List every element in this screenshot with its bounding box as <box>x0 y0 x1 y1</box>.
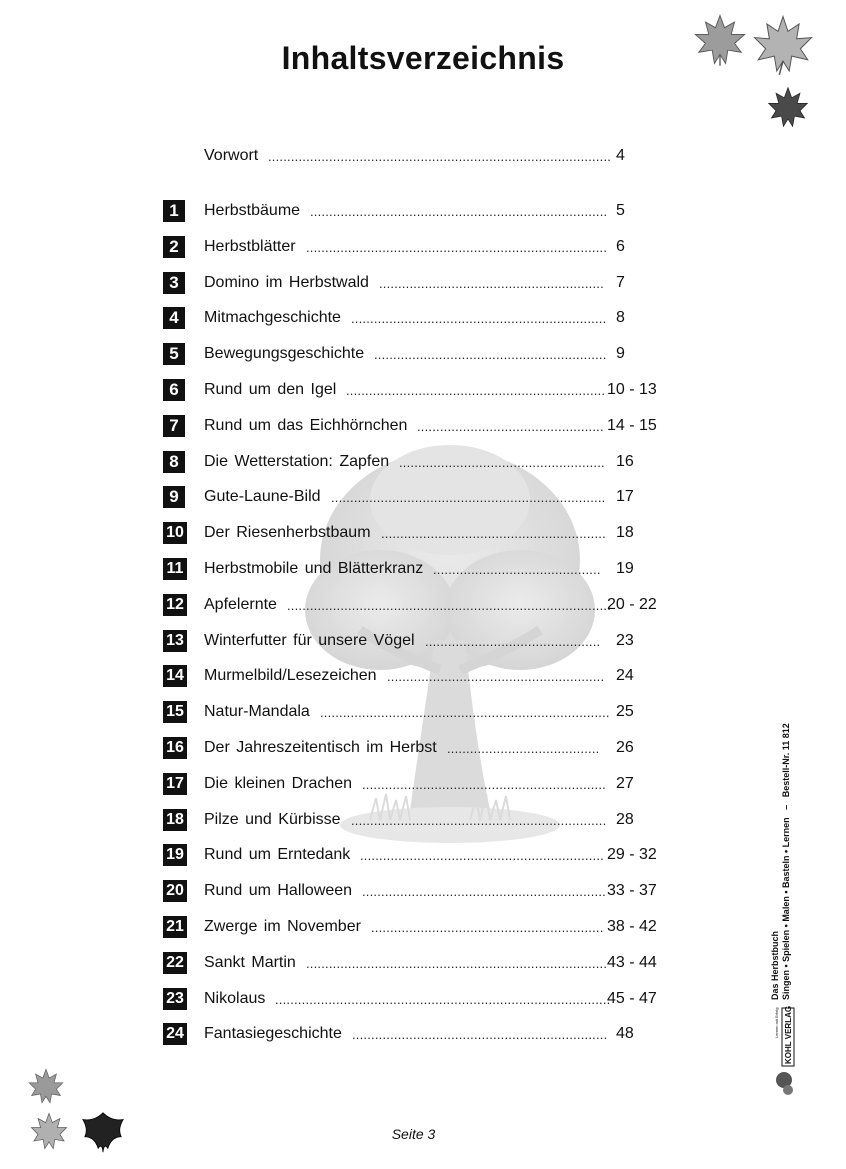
toc-entry <box>163 594 683 616</box>
toc-entry-label: Der Jahreszeitentisch im Herbst <box>204 739 437 756</box>
toc-entry-number: 23 <box>163 988 187 1010</box>
toc-entry-label: Vorwort <box>204 147 259 164</box>
toc-entry-page: 16 <box>616 453 634 470</box>
toc-entry <box>163 809 683 831</box>
toc-leader-dots: .............................................................................. <box>310 204 608 219</box>
toc-entry-number: 18 <box>163 809 187 831</box>
publisher-logo-text: KOHL VERLAG <box>784 1005 793 1064</box>
toc-entry <box>163 343 683 365</box>
toc-entry-number: 20 <box>163 880 187 902</box>
toc-entry-label: Rund um Halloween <box>204 882 353 899</box>
toc-entry <box>163 916 683 938</box>
toc-entry <box>163 880 683 902</box>
toc-entry-label: Mitmachgeschichte <box>204 309 341 326</box>
toc-leader-dots: ................................................................... <box>352 1027 608 1042</box>
toc-entry-number: 16 <box>163 737 187 759</box>
publisher-tagline: Lernen mit Erfolg <box>774 1007 779 1038</box>
toc-leader-dots: ................................................................ <box>362 777 606 792</box>
toc-entry-number: 1 <box>163 200 185 222</box>
toc-entry-page: 26 <box>616 739 634 756</box>
toc-leader-dots: ...................................................... <box>399 455 605 470</box>
toc-leader-dots: ........................................................................................ <box>275 992 611 1007</box>
toc-entry-label: Die kleinen Drachen <box>204 775 353 792</box>
toc-leader-dots: ............................................................................ <box>320 705 610 720</box>
toc-entry-number: 10 <box>163 522 187 544</box>
toc-leader-dots: ................................................................ <box>362 884 606 899</box>
toc-entry-number: 4 <box>163 307 185 329</box>
toc-leader-dots: ........................................................... <box>379 276 604 291</box>
toc-entry-number: 9 <box>163 486 185 508</box>
toc-entry-number: 11 <box>163 558 187 580</box>
toc-entry <box>163 630 683 652</box>
toc-entry-label: Winterfutter für unsere Vögel <box>204 632 415 649</box>
toc-entry-number: 21 <box>163 916 187 938</box>
toc-leader-dots: ..................................................................................... <box>287 598 612 613</box>
toc-entry-label: Herbstmobile und Blätterkranz <box>204 560 424 577</box>
toc-entry-label: Murmelbild/Lesezeichen <box>204 667 377 684</box>
book-subtitle: Singen • Spielen • Malen • Basteln • Lernen <box>781 817 791 1000</box>
toc-entry <box>163 522 683 544</box>
toc-leader-dots: ............................................................. <box>371 920 604 935</box>
toc-entry-label: Pilze und Kürbisse <box>204 811 341 828</box>
toc-entry-number: 22 <box>163 952 187 974</box>
toc-preface <box>163 145 683 167</box>
toc-entry-page: 33 - 37 <box>607 882 657 899</box>
toc-entry <box>163 737 683 759</box>
toc-entry-page: 20 - 22 <box>607 596 657 613</box>
toc-entry-number: 15 <box>163 701 187 723</box>
toc-entry <box>163 272 683 294</box>
toc-entry-number: 3 <box>163 272 185 294</box>
toc-entry-page: 27 <box>616 775 634 792</box>
toc-leader-dots: ................................................................... <box>351 813 607 828</box>
toc-leader-dots: ........................................ <box>447 741 600 756</box>
toc-leader-dots: ................................................................ <box>360 848 604 863</box>
toc-entry <box>163 486 683 508</box>
toc-entry-page: 4 <box>616 147 625 164</box>
toc-entry <box>163 1023 683 1045</box>
publisher-logo <box>774 1005 796 1096</box>
toc-leader-dots: ................................................................... <box>351 311 607 326</box>
toc-leader-dots: .......................................................................................... <box>268 149 612 164</box>
toc-entry-label: Nikolaus <box>204 990 266 1007</box>
toc-entry <box>163 701 683 723</box>
toc-entry-page: 25 <box>616 703 634 720</box>
toc-entry <box>163 236 683 258</box>
separator: – <box>781 804 791 810</box>
toc-entry-number: 17 <box>163 773 187 795</box>
toc-entry-number: 6 <box>163 379 185 401</box>
toc-entry <box>163 773 683 795</box>
toc-entry-number: 12 <box>163 594 187 616</box>
toc-entry-page: 19 <box>616 560 634 577</box>
toc-entry <box>163 379 683 401</box>
toc-entry-label: Rund um das Eichhörnchen <box>204 417 408 434</box>
toc-entry <box>163 665 683 687</box>
order-number: Bestell-Nr. 11 812 <box>781 723 791 798</box>
toc-entry-page: 14 - 15 <box>607 417 657 434</box>
toc-entry-label: Bewegungsgeschichte <box>204 345 365 362</box>
toc-entry <box>163 451 683 473</box>
toc-entry-page: 45 - 47 <box>607 990 657 1007</box>
toc-entry-number: 8 <box>163 451 185 473</box>
toc-entry <box>163 200 683 222</box>
page-footer: Seite 3 <box>391 1126 436 1142</box>
toc-entry-page: 48 <box>616 1025 634 1042</box>
toc-entry-label: Gute-Laune-Bild <box>204 488 321 505</box>
toc-entry-page: 10 - 13 <box>607 381 657 398</box>
toc-leader-dots: .................................................................... <box>346 383 606 398</box>
page-title: Inhaltsverzeichnis <box>281 40 565 76</box>
toc-entry-number: 2 <box>163 236 185 258</box>
toc-leader-dots: ........................................................................ <box>331 490 606 505</box>
toc-leader-dots: .............................................. <box>425 634 601 649</box>
toc-entry <box>163 844 683 866</box>
toc-entry-label: Herbstbäume <box>204 202 301 219</box>
toc-entry-number: 24 <box>163 1023 187 1045</box>
toc-entry-label: Zwerge im November <box>204 918 361 935</box>
toc-leader-dots: ........................................................... <box>381 526 606 541</box>
toc-entry-label: Der Riesenherbstbaum <box>204 524 371 541</box>
toc-entry-number: 19 <box>163 844 187 866</box>
toc-entry-page: 29 - 32 <box>607 846 657 863</box>
toc-entry-page: 5 <box>616 202 625 219</box>
toc-entry-number: 7 <box>163 415 185 437</box>
toc-leader-dots: ......................................................... <box>387 669 605 684</box>
toc-entry-number: 14 <box>163 665 187 687</box>
toc-entry-label: Herbstblätter <box>204 238 296 255</box>
toc-entry-page: 43 - 44 <box>607 954 657 971</box>
toc-entry-page: 38 - 42 <box>607 918 657 935</box>
toc-entry-label: Domino im Herbstwald <box>204 274 369 291</box>
toc-entry-label: Natur-Mandala <box>204 703 310 720</box>
toc-entry-label: Fantasiegeschichte <box>204 1025 342 1042</box>
toc-entry <box>163 988 683 1010</box>
toc-entry-label: Apfelernte <box>204 596 277 613</box>
book-title: Das Herbstbuch <box>770 930 780 1000</box>
toc-entry <box>163 307 683 329</box>
toc-leader-dots: ............................................................. <box>374 347 607 362</box>
toc-entry-number: 13 <box>163 630 187 652</box>
toc-entry-page: 8 <box>616 309 625 326</box>
toc-entry-page: 28 <box>616 811 634 828</box>
toc-leader-dots: ............................................ <box>433 562 601 577</box>
toc-leader-dots: ................................................. <box>417 419 604 434</box>
toc-entry-label: Rund um den Igel <box>204 381 337 398</box>
toc-entry-page: 23 <box>616 632 634 649</box>
toc-entry-page: 6 <box>616 238 625 255</box>
toc-entry <box>163 558 683 580</box>
toc-entry <box>163 415 683 437</box>
toc-entry-page: 18 <box>616 524 634 541</box>
toc-leader-dots: ............................................................................... <box>306 956 608 971</box>
toc-leader-dots: ............................................................................... <box>306 240 608 255</box>
toc-entry-page: 9 <box>616 345 625 362</box>
toc-entry-page: 24 <box>616 667 634 684</box>
toc-entry-number: 5 <box>163 343 185 365</box>
toc-entry-label: Rund um Erntedank <box>204 846 351 863</box>
toc-entry-label: Sankt Martin <box>204 954 296 971</box>
toc-entry-page: 7 <box>616 274 625 291</box>
toc-entry-page: 17 <box>616 488 634 505</box>
toc-entry-label: Die Wetterstation: Zapfen <box>204 453 390 470</box>
toc-entry <box>163 952 683 974</box>
